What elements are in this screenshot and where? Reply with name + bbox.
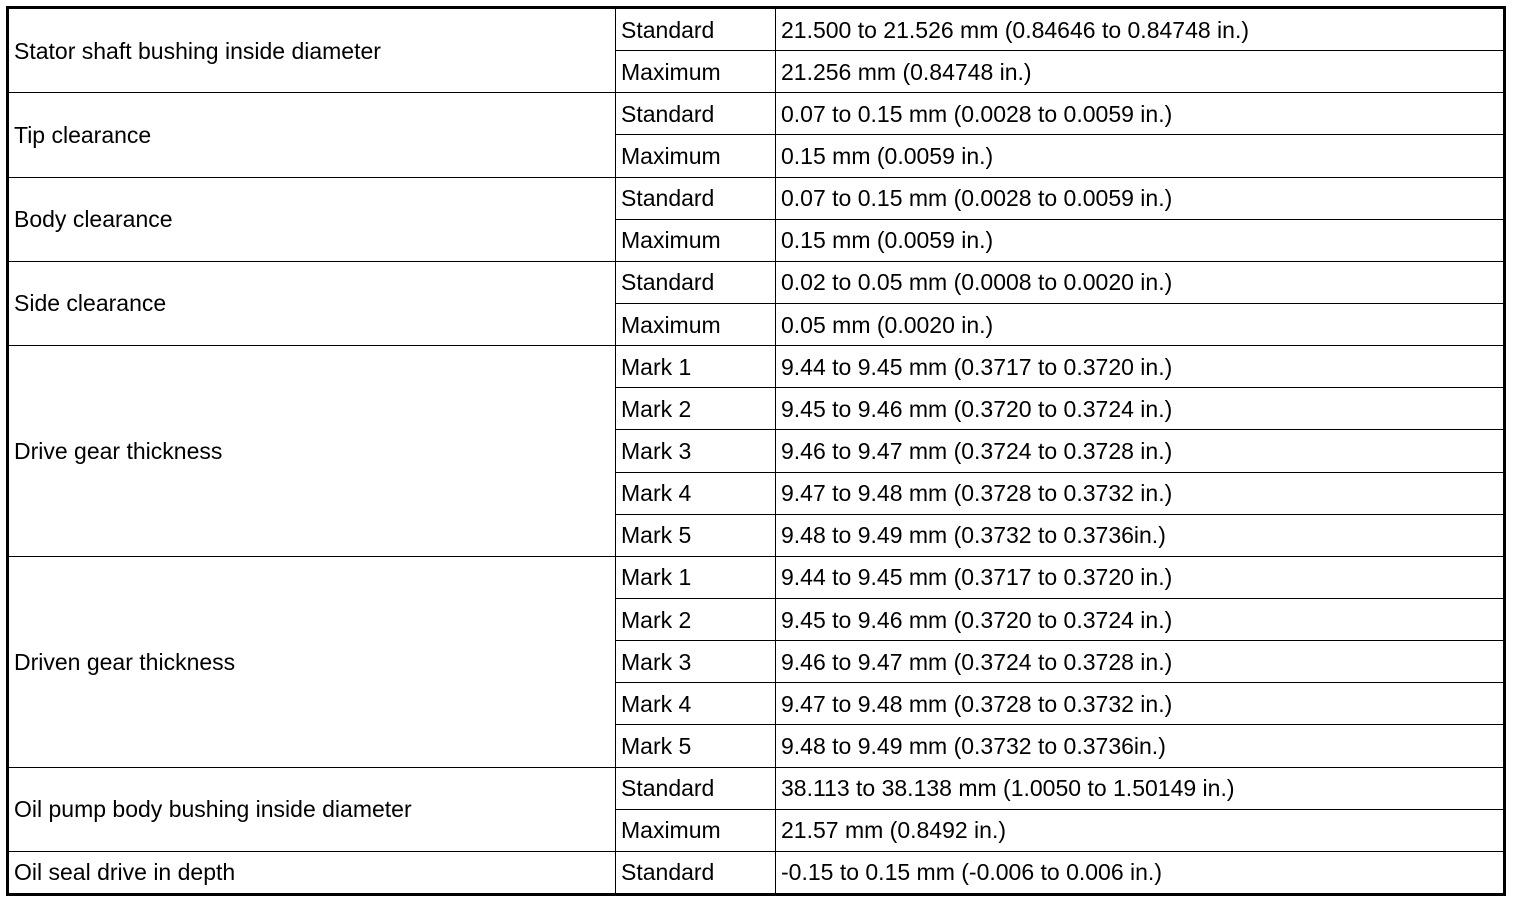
spec-condition-cell: Mark 2	[616, 598, 776, 640]
spec-condition-cell: Mark 5	[616, 725, 776, 767]
spec-item-cell: Oil seal drive in depth	[8, 851, 616, 894]
spec-item-cell: Stator shaft bushing inside diameter	[8, 8, 616, 93]
spec-condition-cell: Standard	[616, 93, 776, 135]
spec-condition-cell: Standard	[616, 851, 776, 894]
spec-condition-cell: Standard	[616, 767, 776, 809]
spec-value-cell: 9.48 to 9.49 mm (0.3732 to 0.3736in.)	[776, 725, 1505, 767]
spec-item-cell: Tip clearance	[8, 93, 616, 177]
table-row	[8, 556, 1505, 598]
spec-item-cell: Body clearance	[8, 177, 616, 261]
spec-value-cell: 9.45 to 9.46 mm (0.3720 to 0.3724 in.)	[776, 388, 1505, 430]
spec-value-cell: 0.15 mm (0.0059 in.)	[776, 135, 1505, 177]
spec-condition-cell: Maximum	[616, 809, 776, 851]
spec-condition-cell: Mark 4	[616, 683, 776, 725]
spec-condition-cell: Mark 1	[616, 346, 776, 388]
table-row	[8, 851, 1505, 894]
spec-value-cell: 21.57 mm (0.8492 in.)	[776, 809, 1505, 851]
spec-value-cell: 9.46 to 9.47 mm (0.3724 to 0.3728 in.)	[776, 641, 1505, 683]
spec-condition-cell: Mark 3	[616, 641, 776, 683]
spec-condition-cell: Maximum	[616, 303, 776, 345]
spec-value-cell: 0.15 mm (0.0059 in.)	[776, 219, 1505, 261]
table-row	[8, 8, 1505, 51]
spec-item-cell: Side clearance	[8, 261, 616, 345]
spec-condition-cell: Mark 1	[616, 556, 776, 598]
specification-table	[6, 6, 1506, 896]
table-row	[8, 93, 1505, 135]
spec-condition-cell: Standard	[616, 177, 776, 219]
spec-value-cell: -0.15 to 0.15 mm (-0.006 to 0.006 in.)	[776, 851, 1505, 894]
spec-value-cell: 9.48 to 9.49 mm (0.3732 to 0.3736in.)	[776, 514, 1505, 556]
spec-value-cell: 9.45 to 9.46 mm (0.3720 to 0.3724 in.)	[776, 598, 1505, 640]
spec-value-cell: 9.47 to 9.48 mm (0.3728 to 0.3732 in.)	[776, 472, 1505, 514]
spec-value-cell: 0.02 to 0.05 mm (0.0008 to 0.0020 in.)	[776, 261, 1505, 303]
table-row	[8, 767, 1505, 809]
spec-condition-cell: Standard	[616, 8, 776, 51]
spec-condition-cell: Standard	[616, 261, 776, 303]
table-row	[8, 177, 1505, 219]
spec-condition-cell: Maximum	[616, 135, 776, 177]
spec-value-cell: 9.44 to 9.45 mm (0.3717 to 0.3720 in.)	[776, 556, 1505, 598]
spec-condition-cell: Mark 5	[616, 514, 776, 556]
spec-value-cell: 21.256 mm (0.84748 in.)	[776, 51, 1505, 93]
table-row	[8, 346, 1505, 388]
spec-value-cell: 0.05 mm (0.0020 in.)	[776, 303, 1505, 345]
spec-value-cell: 0.07 to 0.15 mm (0.0028 to 0.0059 in.)	[776, 177, 1505, 219]
spec-condition-cell: Mark 2	[616, 388, 776, 430]
spec-value-cell: 38.113 to 38.138 mm (1.0050 to 1.50149 in.)	[776, 767, 1505, 809]
spec-value-cell: 0.07 to 0.15 mm (0.0028 to 0.0059 in.)	[776, 93, 1505, 135]
spec-condition-cell: Maximum	[616, 51, 776, 93]
spec-condition-cell: Mark 4	[616, 472, 776, 514]
spec-value-cell: 21.500 to 21.526 mm (0.84646 to 0.84748 in.)	[776, 8, 1505, 51]
spec-condition-cell: Mark 3	[616, 430, 776, 472]
specification-table-body	[8, 8, 1505, 895]
spec-value-cell: 9.46 to 9.47 mm (0.3724 to 0.3728 in.)	[776, 430, 1505, 472]
spec-value-cell: 9.44 to 9.45 mm (0.3717 to 0.3720 in.)	[776, 346, 1505, 388]
spec-value-cell: 9.47 to 9.48 mm (0.3728 to 0.3732 in.)	[776, 683, 1505, 725]
spec-item-cell: Drive gear thickness	[8, 346, 616, 557]
spec-item-cell: Oil pump body bushing inside diameter	[8, 767, 616, 851]
table-row	[8, 261, 1505, 303]
spec-item-cell: Driven gear thickness	[8, 556, 616, 767]
spec-condition-cell: Maximum	[616, 219, 776, 261]
